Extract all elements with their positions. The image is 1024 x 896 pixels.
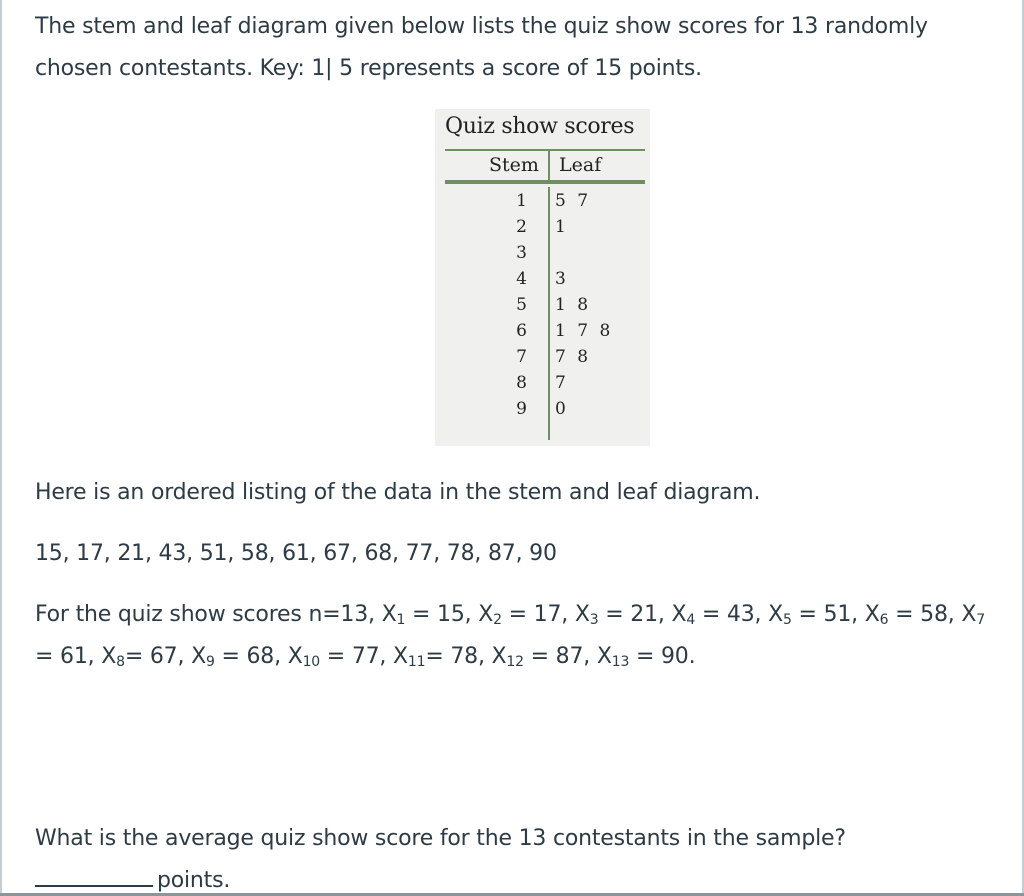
observation-item bbox=[575, 602, 658, 627]
observation-value: 90 bbox=[661, 644, 689, 669]
stem-value: 2 bbox=[516, 217, 527, 237]
header-bottom-rule bbox=[445, 180, 645, 184]
stem-value: 6 bbox=[516, 321, 527, 341]
variable-index: 2 bbox=[493, 612, 502, 628]
stem-value: 4 bbox=[516, 269, 527, 289]
leaf-values: 3 bbox=[555, 269, 569, 289]
variable-index: 5 bbox=[782, 612, 792, 628]
stem-value: 1 bbox=[516, 191, 527, 211]
observations-text: For the quiz show scores n=13, $X_1 = 15$, $X_2 = 17$, $X_3 = 21$, $X_4 = 43$, $X_5 = 51$, $X_6 = 58$, $X_7 = 61$, $X_8= 67$, $X_9 = 68$, $X_{10} = 77$, $X_{11}= 78$, $X_{12} = 87$, $X_{13} = 90$. bbox=[35, 602, 985, 670]
stem-leaf-row bbox=[435, 217, 650, 243]
observation-value: 17 bbox=[533, 602, 562, 627]
equals-sign: = bbox=[598, 602, 631, 627]
stem-value: 3 bbox=[516, 243, 527, 263]
observation-value: 61 bbox=[60, 644, 88, 669]
equals-sign: = bbox=[888, 602, 921, 627]
stem-leaf-row bbox=[435, 347, 650, 373]
variable-index: 13 bbox=[611, 654, 630, 670]
figure-title: Quiz show scores bbox=[445, 114, 635, 139]
variable-letter: X bbox=[671, 602, 687, 627]
equals-sign: = bbox=[425, 644, 451, 669]
intro-text: The stem and leaf diagram given below lists the quiz show scores for 13 randomly chosen contestants. Key: 1| 5 represents a score of 15 points. bbox=[35, 14, 928, 81]
variable-letter: X bbox=[961, 602, 977, 627]
observation-value: 58 bbox=[920, 602, 948, 627]
equals-sign: = bbox=[629, 644, 661, 669]
variable-index: 6 bbox=[879, 612, 889, 628]
stem-leaf-row bbox=[435, 295, 650, 321]
variable-index: 11 bbox=[407, 654, 426, 670]
question-text: What is the average quiz show score for the 13 contestants in the sample? bbox=[35, 826, 846, 851]
answer-suffix: points. bbox=[157, 868, 231, 893]
variable-index: 9 bbox=[205, 654, 215, 670]
variable-letter: X bbox=[478, 602, 494, 627]
variable-index: 8 bbox=[116, 654, 125, 670]
observation-item bbox=[768, 602, 851, 627]
stem-value: 5 bbox=[516, 295, 527, 315]
observation-item bbox=[492, 644, 584, 669]
observation-item bbox=[478, 602, 561, 627]
stem-leaf-row bbox=[435, 373, 650, 399]
variable-letter: X bbox=[574, 602, 590, 627]
variable-letter: X bbox=[864, 602, 880, 627]
observation-item bbox=[382, 602, 465, 627]
ordered-data-list: 15, 17, 21, 43, 51, 58, 61, 67, 68, 77, 78, 87, 90 bbox=[35, 541, 557, 566]
observations-prefix: For the quiz show scores n=13, bbox=[35, 602, 382, 627]
equals-sign: = bbox=[35, 644, 61, 669]
variable-index: 12 bbox=[506, 654, 524, 670]
equals-sign: = bbox=[501, 602, 534, 627]
stem-header: Stem bbox=[489, 154, 539, 176]
answer-line bbox=[35, 860, 995, 896]
leaf-values: 7 8 bbox=[555, 347, 592, 367]
ordered-intro-text: Here is an ordered listing of the data in the stem and leaf diagram. bbox=[35, 480, 761, 505]
leaf-values: 1 8 bbox=[555, 295, 592, 315]
observation-value: 43 bbox=[726, 602, 755, 627]
variable-letter: X bbox=[596, 644, 612, 669]
observation-value: 67 bbox=[149, 644, 178, 669]
observation-value: 78 bbox=[450, 644, 478, 669]
stem-leaf-row bbox=[435, 399, 650, 425]
variable-index: 3 bbox=[589, 612, 599, 628]
variable-letter: X bbox=[768, 602, 783, 627]
header-divider bbox=[548, 151, 550, 184]
variable-letter: X bbox=[491, 644, 507, 669]
variable-index: 7 bbox=[976, 612, 985, 628]
variable-letter: X bbox=[381, 602, 397, 627]
equals-sign: = bbox=[791, 602, 824, 627]
variable-letter: X bbox=[191, 644, 206, 669]
stem-leaf-figure bbox=[435, 109, 650, 446]
variable-index: 4 bbox=[686, 612, 696, 628]
observation-value: 68 bbox=[246, 644, 275, 669]
observation-value: 51 bbox=[823, 602, 852, 627]
stem-value: 7 bbox=[516, 347, 527, 367]
observation-item bbox=[671, 602, 754, 627]
equals-sign: = bbox=[405, 602, 438, 627]
observation-item bbox=[597, 644, 689, 669]
leaf-values: 0 bbox=[555, 399, 569, 419]
stem-leaf-row bbox=[435, 321, 650, 347]
observation-item bbox=[393, 644, 478, 669]
observation-item bbox=[865, 602, 948, 627]
header-top-rule bbox=[445, 149, 645, 151]
variable-letter: X bbox=[287, 644, 303, 669]
observation-item bbox=[288, 644, 380, 669]
leaf-values: 1 7 8 bbox=[555, 321, 614, 341]
leaf-values: 5 7 bbox=[555, 191, 592, 211]
stem-leaf-row bbox=[435, 269, 650, 295]
equals-sign: = bbox=[695, 602, 727, 627]
leaf-values: 7 bbox=[555, 373, 569, 393]
answer-blank[interactable] bbox=[35, 861, 153, 887]
equals-sign: = bbox=[124, 644, 150, 669]
observation-value: 87 bbox=[555, 644, 584, 669]
leaf-header: Leaf bbox=[559, 154, 602, 176]
equals-sign: = bbox=[319, 644, 352, 669]
observation-value: 21 bbox=[630, 602, 658, 627]
stem-value: 8 bbox=[516, 373, 527, 393]
observation-value: 77 bbox=[351, 644, 380, 669]
equals-sign: = bbox=[523, 644, 556, 669]
observation-item bbox=[101, 644, 177, 669]
observation-item bbox=[191, 644, 274, 669]
variable-index: 1 bbox=[396, 612, 406, 628]
observation-value: 15 bbox=[437, 602, 465, 627]
stem-value: 9 bbox=[516, 399, 527, 419]
variable-letter: X bbox=[393, 644, 408, 669]
frame-left-border bbox=[0, 0, 2, 896]
variable-letter: X bbox=[101, 644, 117, 669]
stem-leaf-row bbox=[435, 243, 650, 269]
variable-index: 10 bbox=[302, 654, 320, 670]
stem-leaf-row bbox=[435, 191, 650, 217]
leaf-values: 1 bbox=[555, 217, 569, 237]
equals-sign: = bbox=[214, 644, 247, 669]
